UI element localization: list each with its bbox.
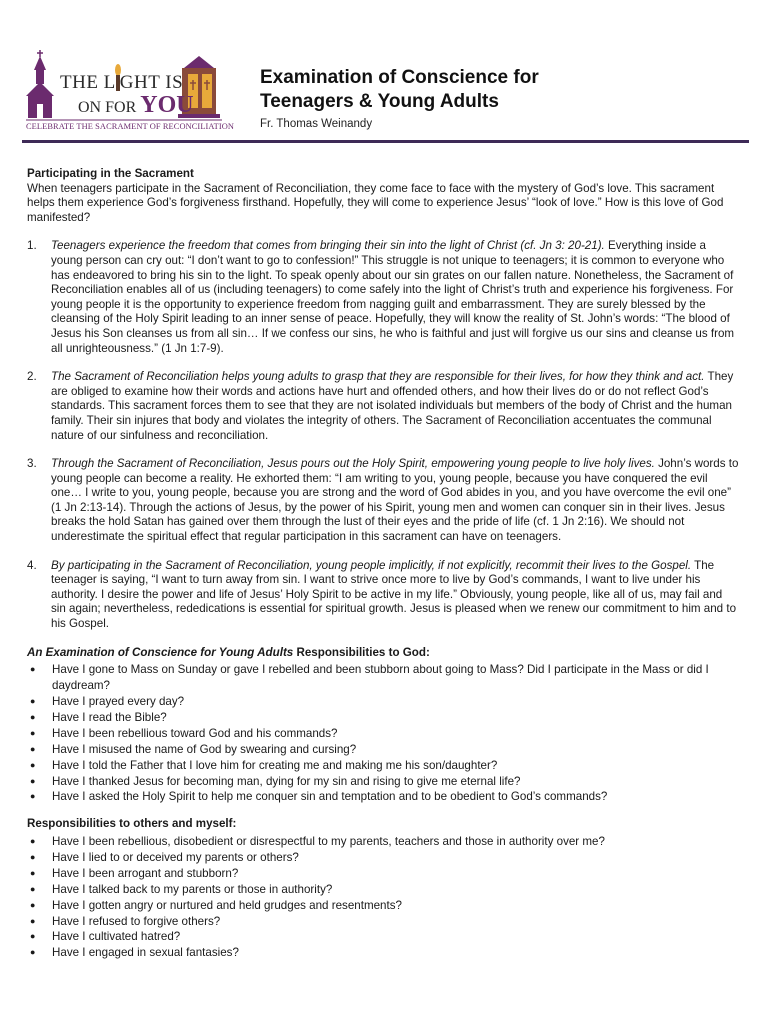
bullet-icon: ● [30, 759, 36, 770]
numbered-point-3 [27, 457, 739, 545]
list-item: ● Have I lied to or deceived my parents or others? [27, 850, 739, 866]
others-responsibilities-list [27, 834, 739, 961]
list-item: ● Have I thanked Jesus for becoming man, dying for my sin and rising to give me eternal life? [27, 774, 739, 790]
title-block [260, 66, 539, 130]
point-number: 1. [27, 239, 37, 253]
bullet-icon: ● [30, 664, 36, 675]
god-responsibilities-list [27, 662, 739, 805]
logo-text-on-for: ON FOR [78, 99, 137, 116]
point-text: They are obliged to examine how their words and actions have hurt and offended others, and how their lives do or do not reflect God’s standards. This sacrament forces them to see that they are not isolated individuals but members of the body of Christ and the human family. Their sin injures that body and violates the integrity of others. The Sacrament of Reconciliation accentuates the communal nature of our sinfulness and reconciliation. [51, 370, 734, 442]
numbered-point-2 [27, 370, 739, 443]
intro-paragraph: When teenagers participate in the Sacrament of Reconciliation, they come face to face with the mystery of God’s love. This sacrament helps them experience God’s forgiveness firsthand. Hopefully, they will come to experience Jesus’ “look of love.” How is this love of God manifested? [27, 181, 724, 224]
point-lead: By participating in the Sacrament of Reconciliation, young people implicitly, if not explicitly, recommit their lives to the Gospel. [51, 558, 692, 572]
logo-text-is: GHT IS [119, 72, 184, 93]
logo-text-you: YOU [140, 92, 194, 118]
list-item: ● Have I been arrogant and stubborn? [27, 866, 739, 882]
bullet-icon: ● [30, 851, 36, 862]
point-number: 2. [27, 370, 37, 384]
author-name: Fr. Thomas Weinandy [260, 118, 373, 130]
point-lead: The Sacrament of Reconciliation helps young adults to grasp that they are responsible for their lives, for how they think and act. [51, 370, 705, 384]
list-item: ● Have I talked back to my parents or those in authority? [27, 882, 739, 898]
bullet-icon: ● [30, 915, 36, 926]
list-item: ● Have I gotten angry or nurtured and held grudges and resentments? [27, 898, 739, 914]
list-item: ● Have I cultivated hatred? [27, 929, 739, 945]
bullet-icon: ● [30, 727, 36, 738]
bullet-icon: ● [30, 947, 36, 958]
document-body [27, 167, 739, 961]
examination-heading-italic: An Examination of Conscience for Young Adults [27, 645, 294, 659]
examination-heading [27, 646, 739, 661]
point-text: John’s words to young people can become a reality. He exhorted them: “I am writing to you, young people, because you have conquered the evil one… I write to you, young people, because you are strong and the word of God abides in you, and you have overcome the evil one” (1 Jn 2:13-14). Through the actions of Jesus, by the power of his Spirit, young men and women can conquer sin in their lives. Jesus breaks the hold Satan has gained over them through the lust of their eyes and the pride of life (cf. 1 Jn 2:16). We should not underestimate the spiritual effect that regular participation in this sacrament can have on teenagers. [51, 457, 739, 544]
list-item: ● Have I misused the name of God by swearing and cursing? [27, 742, 739, 758]
numbered-point-1 [27, 239, 739, 356]
logo-text-the-light: THE L [60, 72, 116, 93]
numbered-point-4 [27, 559, 739, 632]
point-number: 3. [27, 457, 37, 471]
point-lead: Teenagers experience the freedom that comes from bringing their sin into the light of Christ (cf. Jn 3: 20-21). [51, 239, 605, 253]
list-item: ● Have I told the Father that I love him for creating me and making me his son/daughter? [27, 758, 739, 774]
bullet-icon: ● [30, 696, 36, 707]
list-item: ● Have I been rebellious toward God and his commands? [27, 726, 739, 742]
examination-heading-god: Responsibilities to God: [293, 645, 430, 659]
bullet-icon: ● [30, 899, 36, 910]
bullet-icon: ● [30, 711, 36, 722]
logo-tagline: CELEBRATE THE SACRAMENT OF RECONCILIATION [26, 122, 235, 131]
document-title-line-1: Examination of Conscience for [260, 67, 539, 88]
bullet-icon: ● [30, 883, 36, 894]
list-item: ● Have I prayed every day? [27, 694, 739, 710]
header-divider [22, 140, 749, 143]
bullet-icon: ● [30, 775, 36, 786]
document-header [0, 0, 768, 148]
point-text: The teenager is saying, “I want to turn away from sin. I want to strive once more to live by God’s commands, I want to live under his authority. I desire the power and life of Jesus’ Holy Spirit to be active in my life.” Obviously, young people, like all of us, may fail and sin again; nevertheless, rededications is essential for spiritual growth. Jesus is pleased when we renew our commitment to him and to his Gospel. [51, 558, 737, 631]
list-item: ● Have I refused to forgive others? [27, 914, 739, 930]
bullet-icon: ● [30, 835, 36, 846]
bullet-icon: ● [30, 743, 36, 754]
section-heading-participating: Participating in the Sacrament [27, 167, 194, 180]
light-is-on-logo [22, 48, 237, 138]
bullet-icon: ● [30, 867, 36, 878]
others-responsibilities-heading: Responsibilities to others and myself: [27, 817, 237, 831]
point-text: Everything inside a young person can cry out: “I don’t want to go to confession!” This struggle is not unique to teenagers; it is common to everyone who has endeavored to bring his sin to the light. To speak openly about our sin grates on our fallen nature. Nonetheless, the Sacrament of Reconciliation enables all of us (including teenagers) to come safely into the light of Christ’s truth and experience his forgiveness. For young people it is the opportunity to experience freedom from nagging guilt and embarrassment. They are surely blessed by the cleansing of the Holy Spirit leading to an inner sense of peace. Hopefully, they will know the reality of St. John’s words: “The blood of Jesus his Son cleanses us from all sin… If we confess our sins, he who is faithful and just will forgive us our sins and cleanse us from all unrighteousness.” (1 Jn 1:7-9). [51, 239, 735, 355]
bullet-icon: ● [30, 791, 36, 802]
bullet-icon: ● [30, 931, 36, 942]
list-item: ● Have I asked the Holy Spirit to help me conquer sin and temptation and to be obedient to God’s commands? [27, 789, 739, 805]
list-item: ● Have I engaged in sexual fantasies? [27, 945, 739, 961]
document-title-line-2: Teenagers & Young Adults [260, 91, 499, 112]
list-item: ● Have I gone to Mass on Sunday or gave I rebelled and been stubborn about going to Mass? Did I participate in the Mass or did I daydream? [27, 662, 739, 694]
list-item: ● Have I read the Bible? [27, 710, 739, 726]
point-lead: Through the Sacrament of Reconciliation, Jesus pours out the Holy Spirit, empowering young people to live holy lives. [51, 457, 655, 471]
point-number: 4. [27, 558, 37, 572]
list-item: ● Have I been rebellious, disobedient or disrespectful to my parents, teachers and those in authority over me? [27, 834, 739, 850]
